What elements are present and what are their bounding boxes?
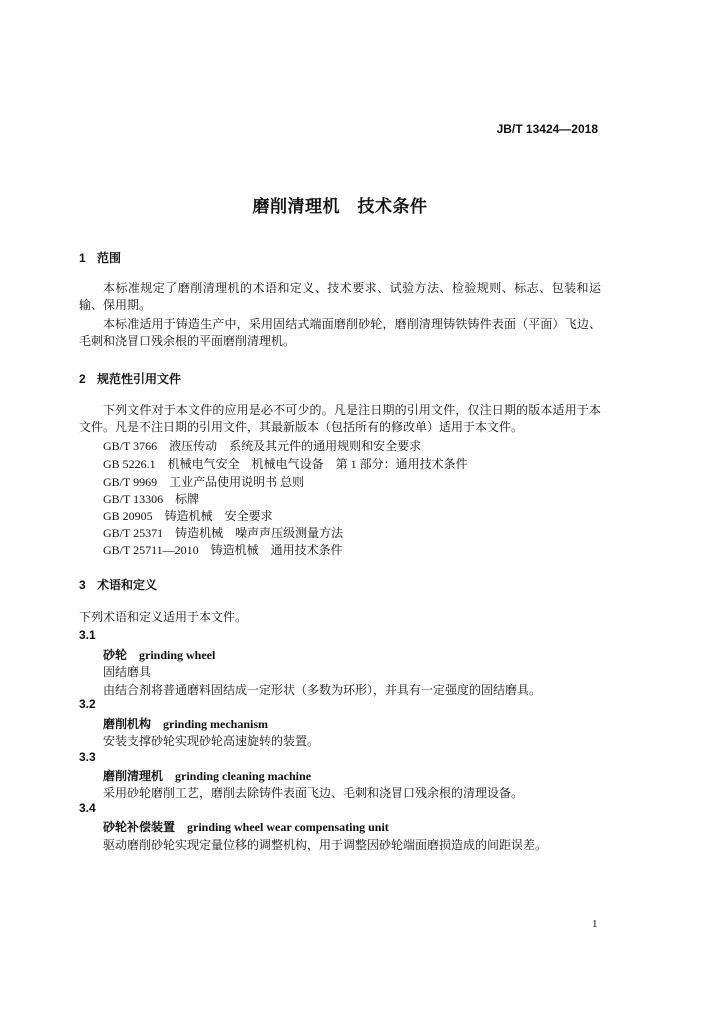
section-2-heading (79, 370, 181, 387)
section-title: 范围 (97, 251, 122, 265)
section-1-heading (79, 249, 121, 266)
section-1-paragraph-2: 本标准适用于铸造生产中，采用固结式端面磨削砂轮，磨削清理铸铁铸件表面（平面）飞边、毛刺和浇冒口残余根的平面磨削清理机。 (79, 317, 601, 348)
reference-item: GB/T 3766 液压传动 系统及其元件的通用规则和安全要求 (103, 439, 422, 453)
reference-item: GB/T 25711—2010 铸造机械 通用技术条件 (103, 543, 343, 557)
reference-item: GB/T 25371 铸造机械 噪声声压级测量方法 (103, 526, 344, 540)
term-name: 磨削机构 grinding mechanism (103, 717, 269, 731)
page-number: 1 (592, 918, 598, 930)
term-number: 3.4 (79, 801, 96, 815)
term-name: 砂轮 grinding wheel (103, 648, 216, 662)
term-definition: 安装支撑砂轮实现砂轮高速旋转的装置。 (103, 734, 320, 748)
section-number: 2 (79, 372, 86, 386)
section-1-paragraph-1: 本标准规定了磨削清理机的术语和定义、技术要求、试验方法、检验规则、标志、包装和运输、保用期。 (79, 281, 601, 312)
reference-item: GB 20905 铸造机械 安全要求 (103, 509, 273, 523)
section-2-intro: 下列文件对于本文件的应用是必不可少的。凡是注日期的引用文件，仅注日期的版本适用于本文件。凡是不注日期的引用文件，其最新版本（包括所有的修改单）适用于本文件。 (79, 403, 601, 434)
section-title: 术语和定义 (97, 578, 158, 592)
term-name: 磨削清理机 grinding cleaning machine (103, 769, 312, 783)
term-number: 3.2 (79, 697, 96, 711)
term-name: 砂轮补偿装置 grinding wheel wear compensating unit (103, 820, 389, 834)
term-definition: 采用砂轮磨削工艺，磨削去除铸件表面飞边、毛刺和浇冒口残余根的清理设备。 (103, 786, 524, 800)
standard-code: JB/T 13424—2018 (496, 122, 598, 136)
term-number: 3.1 (79, 628, 96, 642)
section-number: 3 (79, 578, 86, 592)
reference-item: GB 5226.1 机械电气安全 机械电气设备 第 1 部分：通用技术条件 (103, 457, 468, 471)
section-number: 1 (79, 251, 86, 265)
term-number: 3.3 (79, 750, 96, 764)
section-title: 规范性引用文件 (97, 372, 182, 386)
term-synonym: 固结磨具 (103, 665, 152, 679)
term-definition: 由结合剂将普通磨料固结成一定形状（多数为环形），并具有一定强度的固结磨具。 (103, 683, 542, 697)
reference-item: GB/T 13306 标牌 (103, 492, 200, 506)
section-3-heading (79, 576, 157, 593)
document-title: 磨削清理机 技术条件 (252, 197, 428, 216)
section-3-intro: 下列术语和定义适用于本文件。 (79, 610, 248, 624)
term-definition: 驱动磨削砂轮实现定量位移的调整机构，用于调整因砂轮端面磨损造成的间距误差。 (103, 838, 548, 852)
reference-item: GB/T 9969 工业产品使用说明书 总则 (103, 475, 305, 489)
